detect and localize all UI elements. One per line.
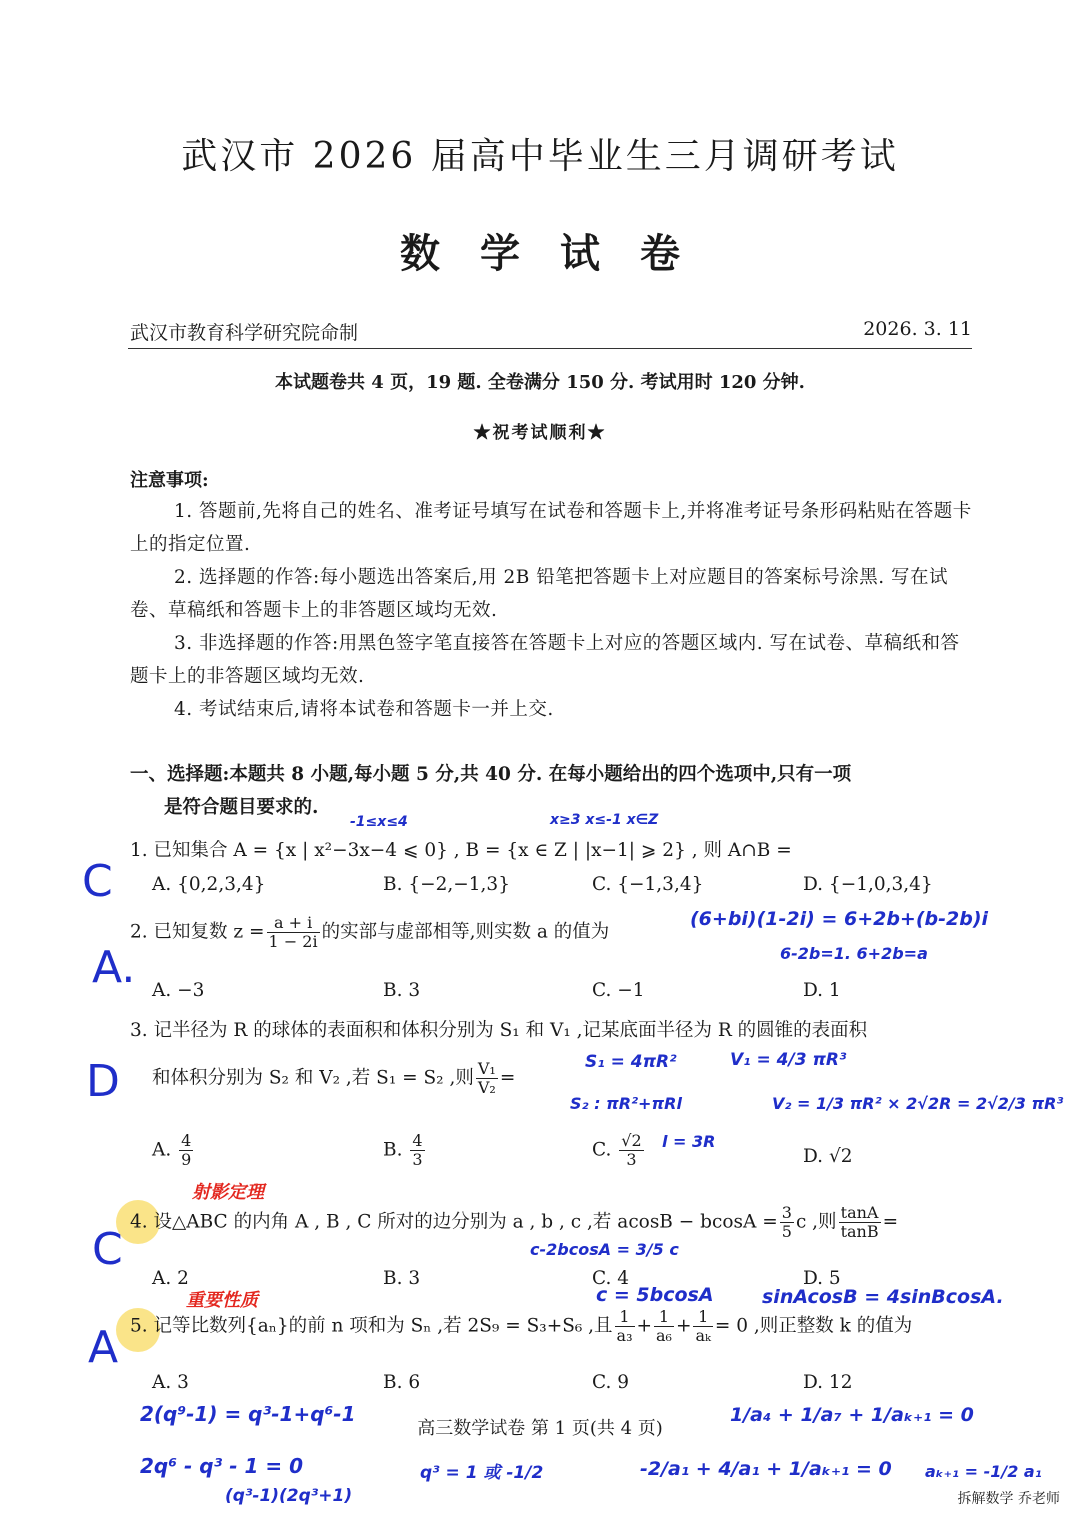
q1-handwritten-answer: C <box>82 856 113 907</box>
question-5-stem <box>130 1308 912 1345</box>
q4-fraction-1 <box>780 1204 794 1241</box>
section-heading-line1: 一、选择题:本题共 8 小题,每小题 5 分,共 40 分. 在每小题给出的四个选项中,只有一项 <box>130 764 852 785</box>
q3-handwritten-note-d: V₂ = 1/3 πR² × 2√2R = 2√2/3 πR³ <box>772 1094 1064 1113</box>
q2-option-a: A. −3 <box>152 980 205 1001</box>
q2-fraction <box>267 914 320 951</box>
q3-handwritten-note-b: V₁ = 4/3 πR³ <box>730 1050 847 1070</box>
publisher: 武汉市教育科学研究院命制 <box>130 322 359 344</box>
q5-option-a: A. 3 <box>152 1372 189 1393</box>
q4-frac2-num: tanA <box>839 1204 881 1223</box>
page-footer: 高三数学试卷 第 1 页(共 4 页) <box>417 1418 663 1439</box>
note-item-1: 1. 答题前,先将自己的姓名、准考证号填写在试卷和答题卡上,并将准考证号条形码粘贴在答题卡上的指定位置. <box>130 501 972 555</box>
q5-handwritten-note-b: 2q⁶ - q³ - 1 = 0 <box>140 1454 304 1478</box>
q3-handwritten-note-a: S₁ = 4πR² <box>585 1052 677 1072</box>
q3-option-d-text: √2 <box>828 1146 853 1167</box>
exam-subtitle: 数学试卷 <box>400 230 720 277</box>
q4-frac1-num: 3 <box>781 1203 792 1222</box>
note-item-4: 4. 考试结束后,请将本试卷和答题卡一并上交. <box>174 699 554 720</box>
q4-red-note: 射影定理 <box>192 1182 264 1203</box>
q4-frac2-den: tanB <box>840 1222 879 1241</box>
notes-title: 注意事项: <box>130 470 209 491</box>
exam-date: 2026. 3. 11 <box>863 318 972 340</box>
q4-option-a: A. 2 <box>152 1268 189 1289</box>
q1-option-c: C. {−1,3,4} <box>592 874 704 895</box>
q3-handwritten-note-c: S₂ : πR²+πRl <box>570 1094 682 1113</box>
q2-frac-den: 1 − 2i <box>268 932 318 951</box>
q3-option-c <box>592 1132 646 1169</box>
q2-option-b: B. 3 <box>383 980 421 1001</box>
q3-option-d-prefix: D. <box>803 1146 824 1167</box>
q4-option-d: D. 5 <box>803 1268 841 1289</box>
q3-fraction <box>476 1060 498 1097</box>
q3-option-b-den: 3 <box>412 1150 423 1169</box>
q1-option-b: B. {−2,−1,3} <box>383 874 510 895</box>
q5-handwritten-note-f: -2/a₁ + 4/a₁ + 1/aₖ₊₁ = 0 <box>640 1458 892 1480</box>
q2-stem-a: 2. 已知复数 z = <box>130 921 265 943</box>
q4-option-b: B. 3 <box>383 1268 421 1289</box>
q3-option-a-prefix: A. <box>152 1139 172 1161</box>
q3-option-b-prefix: B. <box>383 1139 403 1161</box>
q5-f3-den: aₖ <box>695 1326 711 1345</box>
q5-handwritten-note-e: 1/a₄ + 1/a₇ + 1/aₖ₊₁ = 0 <box>730 1404 974 1426</box>
q5-red-note: 重要性质 <box>186 1290 258 1311</box>
q4-stem-c: = <box>882 1211 899 1233</box>
q2-option-c: C. −1 <box>592 980 645 1001</box>
q2-stem-b: 的实部与虚部相等,则实数 a 的值为 <box>321 921 610 943</box>
q1-option-d: D. {−1,0,3,4} <box>803 874 933 895</box>
q5-option-b: B. 6 <box>383 1372 421 1393</box>
q4-fraction-2 <box>839 1204 881 1241</box>
note-item-3: 3. 非选择题的作答:用黑色签字笔直接答在答题卡上对应的答题区域内. 写在试卷、草稿纸和答题卡上的非答题区域均无效. <box>130 633 960 687</box>
q2-handwritten-answer: A. <box>92 942 136 993</box>
question-2-stem <box>130 914 609 951</box>
q3-stem-line2-a: 和体积分别为 S₂ 和 V₂ ,若 S₁ = S₂ ,则 <box>152 1067 474 1089</box>
q3-option-a-frac <box>179 1132 193 1169</box>
section-heading-line2: 是符合题目要求的. <box>164 797 319 818</box>
q3-option-a-num: 4 <box>181 1131 192 1150</box>
exam-info: 本试题卷共 4 页，19 题. 全卷满分 150 分. 考试用时 120 分钟. <box>275 372 805 393</box>
q3-option-c-frac <box>619 1132 643 1169</box>
q5-plus-1: + <box>636 1315 653 1337</box>
q3-option-b-frac <box>410 1132 424 1169</box>
good-luck-banner: ★祝考试顺利★ <box>473 423 607 443</box>
q5-f3-num: 1 <box>693 1308 712 1327</box>
q3-stem-line2-b: = <box>499 1067 516 1089</box>
q5-fraction-3 <box>693 1308 712 1345</box>
q4-handwritten-answer: C <box>92 1224 123 1275</box>
q5-fraction-1 <box>615 1308 635 1345</box>
q5-handwritten-answer: A <box>88 1322 119 1373</box>
q5-f1-num: 1 <box>615 1308 635 1327</box>
q4-option-c: C. 4 <box>592 1268 630 1289</box>
exam-title: 武汉市 2026 届高中毕业生三月调研考试 <box>181 136 899 177</box>
q1-handwritten-note-a: -1≤x≤4 <box>350 814 408 830</box>
q5-handwritten-note-d: q³ = 1 或 -1/2 <box>420 1463 544 1483</box>
q4-handwritten-note-b: c = 5bcosA <box>596 1284 714 1306</box>
q5-f2-num: 1 <box>654 1308 674 1327</box>
q3-option-c-num: √2 <box>621 1131 642 1150</box>
question-1-stem: 1. 已知集合 A = {x | x²−3x−4 ⩽ 0} , B = {x ∈ Z | |x−1| ⩾ 2} , 则 A∩B = <box>130 840 792 861</box>
question-3-stem-line2 <box>152 1060 515 1097</box>
q5-stem-b: = 0 ,则正整数 k 的值为 <box>714 1315 913 1337</box>
q1-option-a: A. {0,2,3,4} <box>152 874 266 895</box>
q2-handwritten-note-b: 6-2b=1. 6+2b=a <box>780 944 928 963</box>
q5-option-d: D. 12 <box>803 1372 853 1393</box>
q4-stem-a: 4. 设△ABC 的内角 A , B , C 所对的边分别为 a , b , c ,若 acosB − bcosA = <box>130 1211 778 1233</box>
q5-f1-den: a₃ <box>616 1326 633 1345</box>
q3-frac-num: V₁ <box>477 1059 496 1078</box>
q3-option-b-num: 4 <box>412 1131 423 1150</box>
note-item-2: 2. 选择题的作答:每小题选出答案后,用 2B 铅笔把答题卡上对应题目的答案标号涂黑. 写在试卷、草稿纸和答题卡上的非答题区域均无效. <box>130 567 949 621</box>
q4-frac1-den: 5 <box>781 1222 792 1241</box>
q3-option-a <box>152 1132 195 1169</box>
q5-handwritten-note-c: (q³-1)(2q³+1) <box>225 1486 353 1506</box>
q1-handwritten-note-b: x≥3 x≤-1 x∈Z <box>550 812 659 828</box>
question-4-stem <box>130 1204 898 1241</box>
q3-option-c-prefix: C. <box>592 1139 612 1161</box>
q4-handwritten-note-c: sinAcosB = 4sinBcosA. <box>762 1286 1004 1308</box>
q3-handwritten-answer: D <box>86 1056 120 1107</box>
watermark-credit: 拆解数学 乔老师 <box>957 1491 1060 1507</box>
q4-stem-b: c ,则 <box>795 1211 837 1233</box>
q4-handwritten-note-a: c-2bcosA = 3/5 c <box>530 1240 679 1259</box>
q3-option-c-den: 3 <box>626 1150 637 1169</box>
q5-handwritten-note-g: aₖ₊₁ = -1/2 a₁ <box>925 1462 1042 1481</box>
q2-handwritten-note-a: (6+bi)(1-2i) = 6+2b+(b-2b)i <box>690 908 989 930</box>
q2-option-d: D. 1 <box>803 980 841 1001</box>
q3-option-a-den: 9 <box>181 1150 192 1169</box>
q5-fraction-2 <box>654 1308 674 1345</box>
question-3-stem-line1: 3. 记半径为 R 的球体的表面积和体积分别为 S₁ 和 V₁ ,记某底面半径为 R 的圆锥的表面积 <box>130 1020 868 1041</box>
q3-frac-den: V₂ <box>477 1078 496 1097</box>
q5-handwritten-note-a: 2(q⁹-1) = q³-1+q⁶-1 <box>140 1402 356 1426</box>
q5-option-c: C. 9 <box>592 1372 630 1393</box>
q2-frac-num: a + i <box>267 914 320 933</box>
q5-f2-den: a₆ <box>656 1326 672 1345</box>
header-rule <box>128 348 972 349</box>
q3-option-d <box>803 1146 853 1167</box>
q3-option-b <box>383 1132 427 1169</box>
q5-plus-2: + <box>675 1315 692 1337</box>
q3-handwritten-note-e: l = 3R <box>662 1132 716 1151</box>
q5-stem-a: 5. 记等比数列{aₙ}的前 n 项和为 Sₙ ,若 2S₉ = S₃+S₆ ,且 <box>130 1315 613 1337</box>
